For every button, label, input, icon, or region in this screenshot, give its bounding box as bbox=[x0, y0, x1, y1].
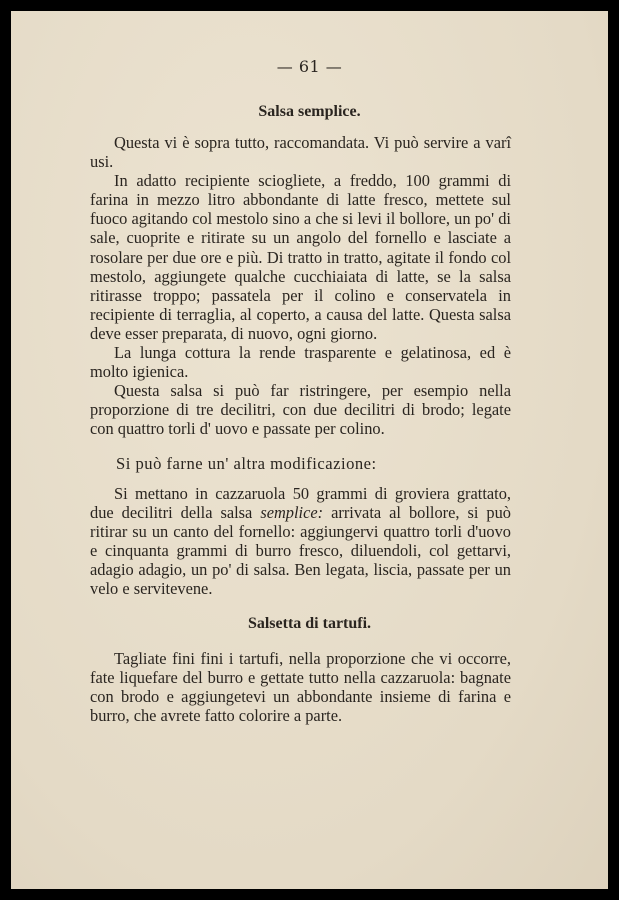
paragraph: Tagliate fini fini i tartufi, nella proporzione che vi occorre, fate liquefare del burro e gettate tutto nella cazzaruola: bagnate con brodo e aggiungetevi un abbondante insieme di farina e burro, che avrete fatto colorire a parte. bbox=[90, 649, 511, 726]
paragraph: In adatto recipiente sciogliete, a freddo, 100 grammi di farina in mezzo litro abbondante di latte fresco, mettete sul fuoco agitando col mestolo sino a che si levi il bollore, un po' di sale, cuoprite e ritirate su un angolo del fornello e lasciate a rosolare per due ore e più. Di tratto in tratto, agitate il fondo col mestolo, aggiungete qualche cucchiaiata di latte, se la salsa ritirasse troppo; passatela per il colino e conservatela in recipiente di terraglia, al coperto, a causa del latte. Questa salsa deve esser preparata, di nuovo, ogni giorno. bbox=[90, 171, 511, 343]
text-run: arrivata al bollore, si può ritirar su un canto del fornello: aggiungervi quattro torli d'uovo e cinquanta grammi di burro fresco, diluendoli, col gettarvi, adagio adagio, un po' di salsa. Ben legata, liscia, passate per un velo e servitevene. bbox=[90, 503, 511, 599]
section-title-salsa-semplice: Salsa semplice. bbox=[258, 103, 361, 120]
paragraph bbox=[90, 484, 511, 599]
book-page bbox=[11, 11, 608, 889]
section-body-salsa-semplice bbox=[90, 133, 511, 439]
paragraph: La lunga cottura la rende trasparente e gelatinosa, ed è molto igienica. bbox=[90, 343, 511, 382]
page-number: — 61 — bbox=[276, 57, 343, 76]
italic-term: semplice: bbox=[260, 503, 324, 523]
text-run: Si mettano in cazzaruola 50 grammi di groviera grattato, due decilitri della salsa bbox=[90, 484, 511, 523]
variant-intro: Si può farne un' altra modificazione: bbox=[116, 454, 377, 473]
paragraph: Questa salsa si può far ristringere, per esempio nella proporzione di tre decilitri, con due decilitri di brodo; legate con quattro torli d' uovo e passate per colino. bbox=[90, 381, 511, 439]
section-title-salsetta-di-tartufi: Salsetta di tartufi. bbox=[247, 615, 372, 632]
variant-body bbox=[90, 484, 511, 599]
section-body-salsetta-di-tartufi bbox=[90, 649, 511, 725]
paragraph: Questa vi è sopra tutto, raccomandata. Vi può servire a varî usi. bbox=[90, 133, 511, 172]
